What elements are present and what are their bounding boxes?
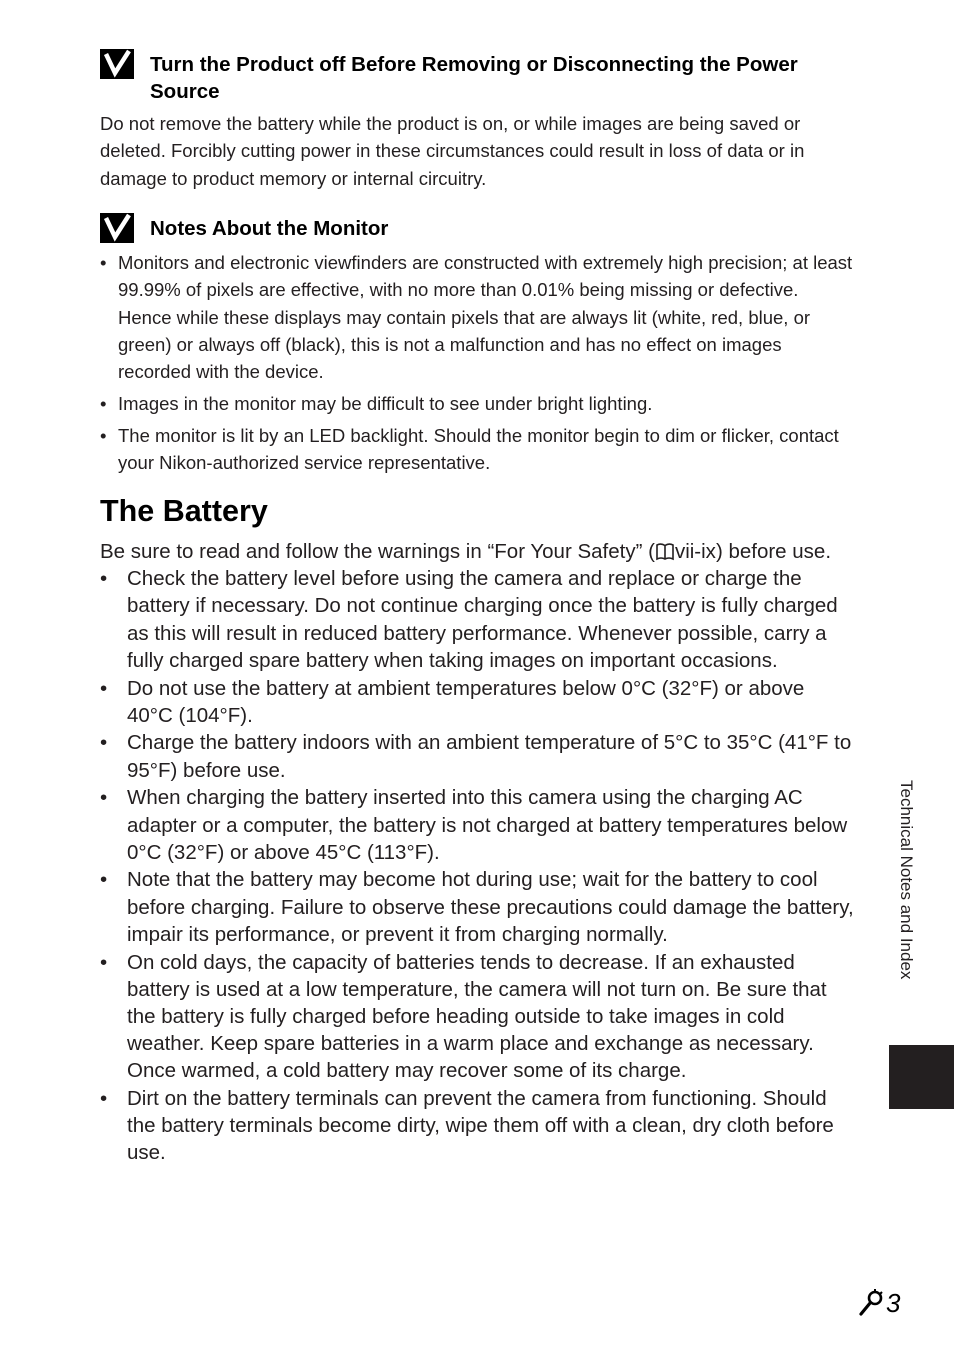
list-item: • Do not use the battery at ambient temperatures below 0°C (32°F) or above 40°C (104°F). [100, 675, 855, 729]
list-item: • On cold days, the capacity of batteries tends to decrease. If an exhausted battery is used at a low temperature, the camera will not turn on. Be sure that the battery is fully charged before heading outside to take images in cold weather. Keep spare batteries in a warm place and exchange as necessary. Once warmed, a cold battery may recover some of its charge. [100, 949, 855, 1085]
page-number: 3 [858, 1288, 900, 1318]
list-item: • Images in the monitor may be difficult to see under bright lighting. [100, 390, 855, 417]
battery-section [100, 538, 855, 1167]
checkmark-note-icon [100, 49, 134, 79]
note-monitor [100, 215, 855, 481]
section-title: The Battery [100, 494, 268, 528]
checkmark-note-icon [100, 213, 134, 243]
monitor-notes-list [100, 249, 855, 476]
note-power-source-body: Do not remove the battery while the product is on, or while images are being saved or deleted. Forcibly cutting power in these circumstances could result in loss of data or in damage to product memory or internal circuitry. [100, 113, 805, 189]
reference-link[interactable]: vii-ix [674, 540, 716, 563]
note-power-source-heading: Turn the Product off Before Removing or Disconnecting the Power Source [100, 51, 855, 105]
list-item: • Dirt on the battery terminals can prevent the camera from functioning. Should the battery terminals become dirty, wipe them off with a clean, dry cloth before use. [100, 1085, 855, 1167]
list-item: • Check the battery level before using the camera and replace or charge the battery if necessary. Do not continue charging once the battery is fully charged as this will result in reduced battery performance. Whenever possible, carry a fully charged spare battery when taking images on important occasions. [100, 565, 855, 674]
battery-intro: Be sure to read and follow the warnings in “For Your Safety” ( vii-ix) before use. [100, 540, 832, 563]
battery-list [100, 565, 855, 1166]
list-item: • When charging the battery inserted into this camera using the charging AC adapter or a computer, the battery is not charged at battery temperatures below 0°C (32°F) or above 45°C (113°F). [100, 784, 855, 866]
list-item: • Note that the battery may become hot during use; wait for the battery to cool before charging. Failure to observe these precautions could damage the battery, impair its performance, or prevent it from charging normally. [100, 866, 855, 948]
list-item: • The monitor is lit by an LED backlight. Should the monitor begin to dim or flicker, contact your Nikon-authorized service representative. [100, 422, 855, 477]
list-item: • Monitors and electronic viewfinders are constructed with extremely high precision; at least 99.99% of pixels are effective, with no more than 0.01% being missing or defective. Hence while these displays may contain pixels that are always lit (white, red, blue, or green) or always off (black), this is not a malfunction and has no effect on images recorded with the device. [100, 249, 855, 385]
side-section-label: Technical Notes and Index [897, 780, 916, 980]
wrench-icon [858, 1288, 884, 1318]
book-icon [655, 542, 675, 561]
note-monitor-heading: Notes About the Monitor [100, 215, 855, 242]
list-item: • Charge the battery indoors with an ambient temperature of 5°C to 35°C (41°F to 95°F) before use. [100, 729, 855, 783]
note-power-source [100, 51, 855, 192]
section-tab [889, 1045, 954, 1109]
